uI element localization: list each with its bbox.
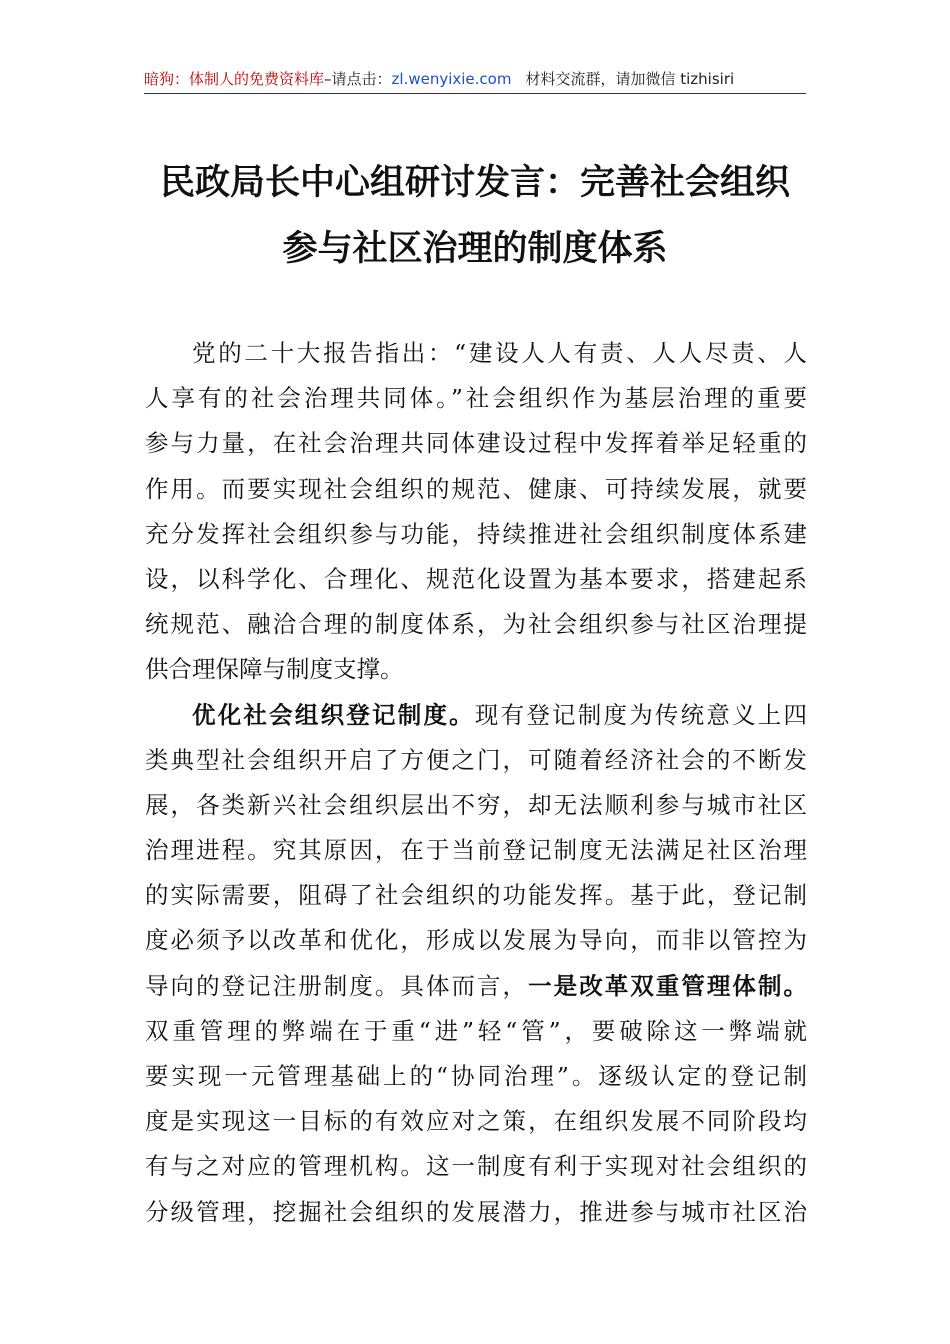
- paragraph1-line: 设，以科学化、合理化、规范化设置为基本要求，搭建起系: [145, 564, 807, 593]
- paragraph2-text: 现有登记制度为传统意义上四: [474, 700, 808, 729]
- section-heading: 优化社会组织登记制度。: [192, 700, 475, 729]
- header-link[interactable]: zl.wenyixie.com: [391, 70, 512, 88]
- header-divider: [144, 93, 806, 94]
- document-body: [145, 331, 807, 1235]
- document-title: [120, 150, 830, 282]
- paragraph1-line: 统规范、融洽合理的制度体系，为社会组织参与社区治理提: [145, 610, 807, 639]
- paragraph2-line: 度是实现这一目标的有效应对之策，在组织发展不同阶段均: [145, 1107, 807, 1136]
- paragraph2-line: 有与之对应的管理机构。这一制度有利于实现对社会组织的: [145, 1152, 807, 1181]
- paragraph2-line: 类典型社会组织开启了方便之门，可随着经济社会的不断发: [145, 745, 807, 774]
- paragraph1-line: 党的二十大报告指出：“建设人人有责、人人尽责、人: [192, 339, 807, 367]
- title-line-1: 民政局长中心组研讨发言：完善社会组织: [159, 162, 790, 203]
- paragraph2-line: 展，各类新兴社会组织层出不穷，却无法顺利参与城市社区: [145, 790, 807, 819]
- header-brand: 暗狗：体制人的免费资料库: [144, 70, 325, 88]
- paragraph2-line: 的实际需要，阻碍了社会组织的功能发挥。基于此，登记制: [145, 881, 807, 910]
- header-contact: 材料交流群，请加微信 tizhisiri: [525, 70, 735, 88]
- paragraph2-first-line: [145, 693, 807, 738]
- paragraph1-line: 参与力量，在社会治理共同体建设过程中发挥着举足轻重的: [145, 429, 807, 458]
- title-line-2: 参与社区治理的制度体系: [282, 228, 668, 269]
- header-prompt: –请点击：: [324, 70, 392, 88]
- paragraph2-line: 治理进程。究其原因，在于当前登记制度无法满足社区治理: [145, 836, 807, 865]
- paragraph2-line: 分级管理，挖掘社会组织的发展潜力，推进参与城市社区治: [145, 1197, 807, 1226]
- paragraph1-line: 人享有的社会治理共同体。”社会组织作为基层治理的重要: [145, 384, 807, 413]
- paragraph2-line: 双重管理的弊端在于重“进”轻“管”，要破除这一弊端就: [145, 1016, 807, 1045]
- paragraph1-line: 充分发挥社会组织参与功能，持续推进社会组织制度体系建: [145, 519, 807, 548]
- point-one-heading: 一是改革双重管理体制。: [528, 971, 808, 1000]
- page-header: [144, 66, 806, 92]
- paragraph2-mixed-line: [145, 964, 807, 1009]
- paragraph2-line: 要实现一元管理基础上的“协同治理”。逐级认定的登记制: [145, 1062, 807, 1090]
- paragraph1-line: 供合理保障与制度支撑。: [145, 655, 404, 684]
- paragraph2-text: 导向的登记注册制度。具体而言，: [145, 971, 529, 1000]
- paragraph2-line: 度必须予以改革和优化，形成以发展为导向，而非以管控为: [145, 926, 807, 955]
- paragraph1-line: 作用。而要实现社会组织的规范、健康、可持续发展，就要: [145, 474, 807, 503]
